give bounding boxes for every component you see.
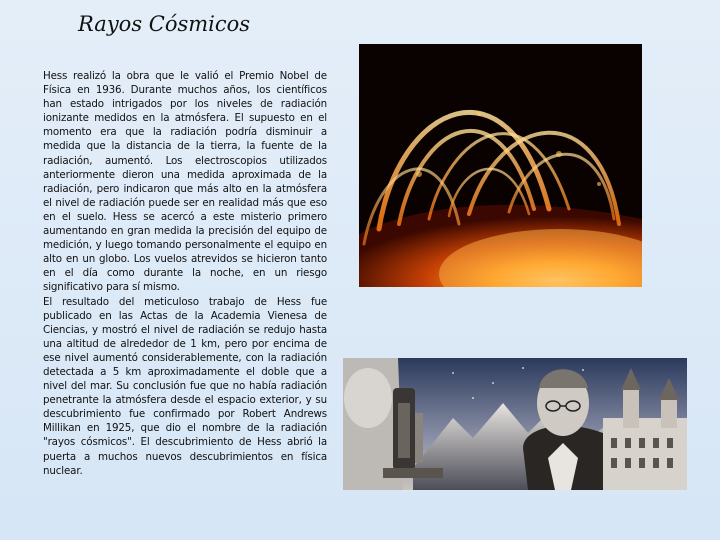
slide-title: Rayos Cósmicos: [78, 12, 251, 36]
solar-prominence-image: [359, 44, 642, 287]
body-text: [43, 69, 327, 478]
paragraph-2: El resultado del meticuloso trabajo de Hess fue publicado en las Actas de la Academia Vienesa de Ciencias, y mostró el nivel de radiación se redujo hasta una altitud de alrededor de 1 km, pero por encima de ese nivel aumentó considerablemente, con la radiación detectada a 5 km aproximadamente el doble que a nivel del mar. Su conclusión fue que no había radiación penetrante la atmósfera desde el espacio exterior, y su descubrimiento fue confirmado por Robert Andrews Millikan en 1925, que dio el nombre de la radiación "rayos cósmicos". El descubrimiento de Hess abrió la puerta a muchos nuevos descubrimientos en física nuclear.: [43, 295, 327, 477]
hess-portrait-montage-image: [343, 358, 687, 490]
paragraph-1: Hess realizó la obra que le valió el Premio Nobel de Física en 1936. Durante muchos años, los científicos han estado intrigados por los niveles de radiación ionizante medidos en la atmósfera. El supuesto en el momento era que la radiación podría disminuir a medida que la distancia de la tierra, la fuente de la radiación, aumentó. Los electroscopios utilizados anteriormente dieron una medida aproximada de la radiación, pero indicaron que más alto en la atmósfera el nivel de radiación puede ser en realidad más que eso en el suelo. Hess se acercó a este misterio primero aumentando en gran medida la precisión del equipo de medición, y luego tomando personalmente el equipo en alto en un globo. Los vuelos atrevidos se hicieron tanto en el día como durante la noche, en un riesgo significativo para sí mismo.: [43, 70, 327, 294]
